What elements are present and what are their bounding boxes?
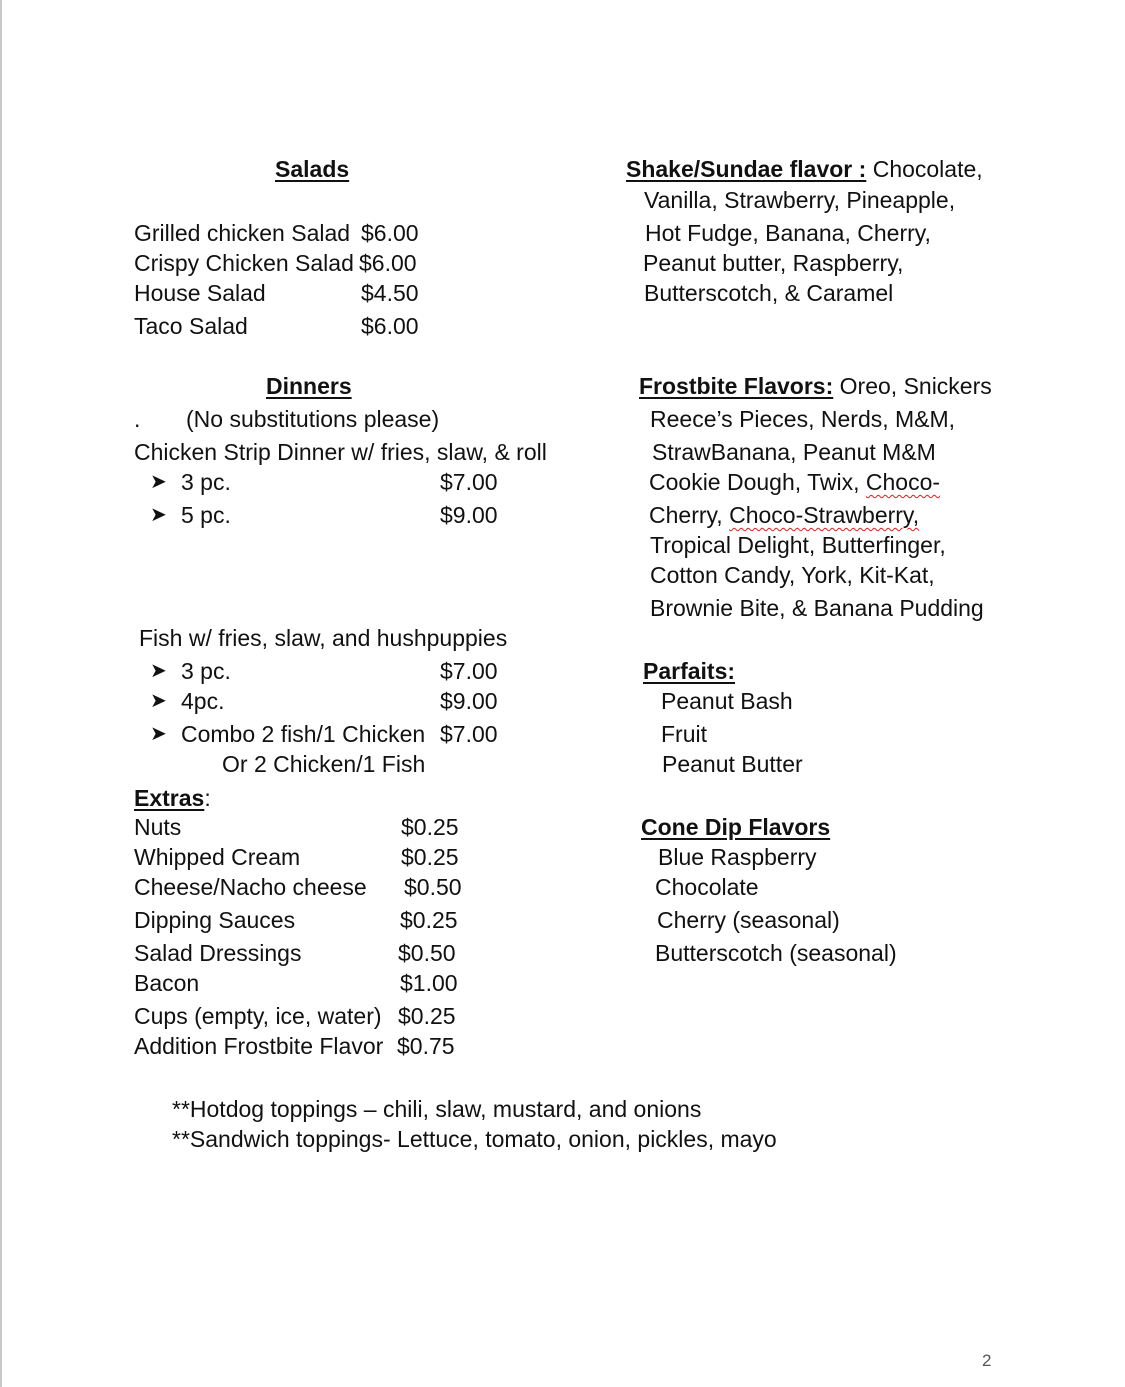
cone-dip-heading: Cone Dip Flavors	[641, 814, 831, 840]
cone-dip-item: Blue Raspberry	[658, 844, 817, 870]
salads-heading: Salads	[275, 156, 350, 182]
chicken-option-label: 5 pc.	[181, 502, 231, 528]
shake-flavors-line: Hot Fudge, Banana, Cherry,	[645, 220, 931, 246]
chicken-dinner-title: Chicken Strip Dinner w/ fries, slaw, & roll	[134, 439, 547, 465]
fish-option-price: $7.00	[440, 721, 498, 747]
dinners-dot: .	[134, 406, 141, 432]
frostbite-flavors-line: Oreo, Snickers	[833, 373, 992, 399]
bullet-arrow-icon: ➤	[150, 690, 167, 712]
parfait-item: Peanut Bash	[661, 688, 793, 714]
chicken-option-price: $7.00	[440, 469, 498, 495]
extra-item-price: $0.25	[401, 814, 459, 840]
extra-item-price: $0.75	[397, 1033, 455, 1059]
parfait-item: Peanut Butter	[662, 751, 803, 777]
salad-item-name: Grilled chicken Salad	[134, 220, 351, 246]
frostbite-flavors-line: Brownie Bite, & Banana Pudding	[650, 595, 984, 621]
bullet-arrow-icon: ➤	[150, 660, 167, 682]
extra-item-price: $0.25	[398, 1003, 456, 1029]
extra-item-price: $0.25	[400, 907, 458, 933]
shake-flavors-line: Butterscotch, & Caramel	[644, 280, 894, 306]
page-number: 2	[982, 1351, 992, 1370]
fish-option-label: 4pc.	[181, 688, 225, 714]
shake-flavors-line: Peanut butter, Raspberry,	[643, 250, 904, 276]
shake-flavors-line: Vanilla, Strawberry, Pineapple,	[644, 187, 956, 213]
shake-first-line	[626, 154, 983, 184]
extra-item-name: Cheese/Nacho cheese	[134, 874, 367, 900]
frostbite-flavors-line: Tropical Delight, Butterfinger,	[650, 532, 946, 558]
spellcheck-flagged-word: Choco-Strawberry,	[729, 502, 920, 528]
extras-heading-row	[134, 783, 211, 813]
frostbite-flavor-text: Cookie Dough, Twix,	[649, 469, 866, 495]
frostbite-flavors-line: Cotton Candy, York, Kit-Kat,	[650, 562, 935, 588]
toppings-note: **Sandwich toppings- Lettuce, tomato, onion, pickles, mayo	[172, 1126, 777, 1152]
salad-item-price: $6.00	[359, 250, 417, 276]
extra-item-name: Addition Frostbite Flavor	[134, 1033, 384, 1059]
extra-item-name: Bacon	[134, 970, 200, 996]
chicken-option-label: 3 pc.	[181, 469, 231, 495]
combo-alternative: Or 2 Chicken/1 Fish	[222, 751, 426, 777]
shake-heading: Shake/Sundae flavor :	[626, 156, 867, 182]
extras-colon: :	[204, 785, 211, 811]
parfait-item: Fruit	[661, 721, 707, 747]
salad-item-name: Taco Salad	[134, 313, 248, 339]
fish-option-price: $9.00	[440, 688, 498, 714]
frostbite-flavors-line: StrawBanana, Peanut M&M	[652, 439, 936, 465]
chicken-option-price: $9.00	[440, 502, 498, 528]
extra-item-name: Whipped Cream	[134, 844, 301, 870]
extra-item-name: Cups (empty, ice, water)	[134, 1003, 382, 1029]
fish-option-label: 3 pc.	[181, 658, 231, 684]
page-edge	[0, 0, 2, 1387]
parfaits-heading: Parfaits:	[643, 658, 736, 684]
extra-item-name: Dipping Sauces	[134, 907, 296, 933]
extra-item-price: $0.50	[398, 940, 456, 966]
salad-item-name: Crispy Chicken Salad	[134, 250, 354, 276]
cone-dip-item: Chocolate	[655, 874, 759, 900]
fish-option-price: $7.00	[440, 658, 498, 684]
dinners-heading: Dinners	[266, 373, 352, 399]
frostbite-flavors-line	[649, 500, 919, 530]
extra-item-price: $0.50	[404, 874, 462, 900]
frostbite-heading: Frostbite Flavors:	[639, 373, 834, 399]
cone-dip-item: Butterscotch (seasonal)	[655, 940, 897, 966]
extras-heading: Extras	[134, 785, 205, 811]
frostbite-first-line	[639, 371, 992, 401]
salad-item-name: House Salad	[134, 280, 266, 306]
salad-item-price: $4.50	[361, 280, 419, 306]
fish-option-label: Combo 2 fish/1 Chicken	[181, 721, 426, 747]
toppings-note: **Hotdog toppings – chili, slaw, mustard, and onions	[172, 1096, 702, 1122]
cone-dip-item: Cherry (seasonal)	[657, 907, 840, 933]
extra-item-price: $1.00	[400, 970, 458, 996]
frostbite-flavor-text: Cherry,	[649, 502, 730, 528]
dinners-note: (No substitutions please)	[186, 406, 440, 432]
bullet-arrow-icon: ➤	[150, 723, 167, 745]
shake-flavors-line: Chocolate,	[866, 156, 983, 182]
spellcheck-flagged-word: Choco-	[865, 469, 941, 495]
salad-item-price: $6.00	[361, 220, 419, 246]
extra-item-price: $0.25	[401, 844, 459, 870]
bullet-arrow-icon: ➤	[150, 471, 167, 493]
salad-item-price: $6.00	[361, 313, 419, 339]
bullet-arrow-icon: ➤	[150, 504, 167, 526]
extra-item-name: Nuts	[134, 814, 182, 840]
extra-item-name: Salad Dressings	[134, 940, 302, 966]
fish-dinner-title: Fish w/ fries, slaw, and hushpuppies	[139, 625, 508, 651]
frostbite-flavors-line: Reece’s Pieces, Nerds, M&M,	[650, 406, 956, 432]
frostbite-flavors-line	[649, 467, 940, 497]
